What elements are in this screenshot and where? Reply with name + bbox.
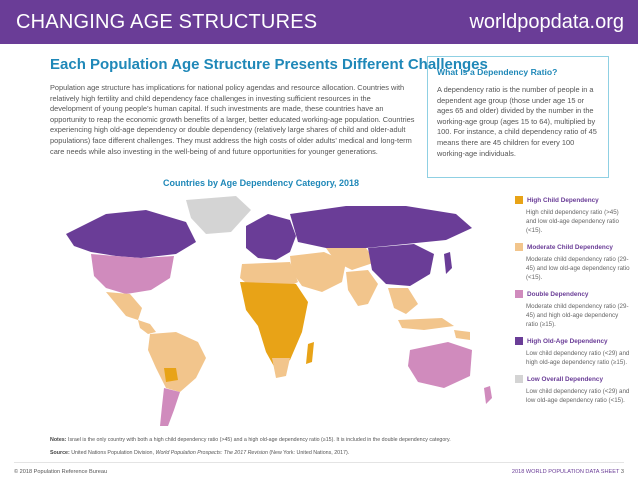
map-title: Countries by Age Dependency Category, 2018 [163,178,360,188]
map-region-new-zealand [484,386,492,404]
intro-paragraph: Population age structure has implications for national policy agendas and resource allocation. Countries with relatively high fertility and child dependency face challenges in investing sufficient resources in the development of young people’s human capital. If such investments are made, these countries have an opportunity to reap the economic growth benefits of a larger, better educated working-age population. Countries experiencing high old-age dependency or double dependency (relatively large shares of child and older-adult populations) face different challenges. They must address the high costs of older adults’ medical and long-term care needs while also investing in the well-being of and future opportunities for younger generations. [50,83,415,156]
legend-label: Low Overall Dependency [527,375,604,383]
swatch-moderate-child [515,243,523,251]
map-region-greenland [186,196,251,234]
map-legend [515,196,630,413]
legend-desc: Low child dependency ratio (<29) and high old-age dependency ratio (≥15). [526,350,630,366]
map-region-indonesia [398,318,454,330]
footer-copyright: © 2018 Population Reference Bureau [14,469,108,475]
map-region-sub-saharan-africa [240,282,308,370]
source-text-post: (New York: United Nations, 2017). [269,450,350,456]
map-region-bolivia [164,368,178,382]
map-region-central-america [138,320,156,334]
dependency-ratio-box [427,56,609,178]
map-region-china [368,244,434,286]
source-text-pre: United Nations Population Division, [71,450,154,456]
legend-desc: Low child dependency ratio (<29) and low old-age dependency ratio (<15). [526,388,630,404]
page-number: 3 [620,469,624,475]
legend-desc: High child dependency ratio (>45) and low old-age dependency ratio (<15). [526,209,619,234]
footer-sheet-title: 2018 WORLD POPULATION DATA SHEET [511,469,620,475]
legend-label: High Child Dependency [527,196,599,204]
map-region-russia [290,206,472,248]
map-region-south-america-south [160,388,180,426]
swatch-old-age [515,337,523,345]
world-map [46,192,510,430]
map-region-south-america-north [148,332,206,392]
map-region-southern-africa [272,358,290,378]
map-region-canada [66,210,196,258]
swatch-low-overall [515,375,523,383]
map-region-papua [454,330,470,340]
legend-desc: Moderate child dependency ratio (29-45) and low old-age dependency ratio (<15). [526,256,630,281]
footer-sheet [512,469,624,475]
map-region-madagascar [306,342,314,364]
legend-label: Double Dependency [527,290,589,298]
legend-double [515,290,630,329]
map-region-europe [246,214,296,260]
swatch-double [515,290,523,298]
map-region-mexico [106,292,142,320]
legend-low-overall [515,375,630,405]
header-banner [0,0,638,44]
source-text-title: World Population Prospects: The 2017 Revision [155,450,268,456]
map-region-japan [444,252,452,274]
notes-text: Israel is the only country with both a high child dependency ratio (>45) and a high old-age dependency ratio (≥15). It is included in the double dependency category. [67,437,451,443]
legend-desc: Moderate child dependency ratio (29-45) and high old-age dependency ratio (≥15). [526,303,629,328]
legend-old-age [515,337,630,367]
page-heading: Each Population Age Structure Presents Different Challenges [50,56,488,73]
notes [50,437,610,443]
section-title: CHANGING AGE STRUCTURES [16,11,318,33]
legend-moderate-child [515,243,630,282]
swatch-high-child [515,196,523,204]
dependency-ratio-title: What Is a Dependency Ratio? [437,67,558,77]
legend-high-child [515,196,630,235]
footer-divider [14,462,624,463]
site-url[interactable]: worldpopdata.org [469,11,624,33]
source [50,450,610,456]
notes-label: Notes: [50,437,67,443]
dependency-ratio-text: A dependency ratio is the number of people in a dependent age group (those under age 15 or ages 65 and older) divided by the number in the working-age group (ages 15 to 64), multiplied by 100. For instance, a child dependency ratio of 45 means there are 45 children for every 100 working-age individuals. [437,85,597,158]
map-region-india [346,270,378,306]
legend-label: Moderate Child Dependency [527,243,613,251]
map-region-australia [408,342,472,388]
source-label: Source: [50,450,70,456]
legend-label: High Old-Age Dependency [527,337,608,345]
map-region-usa [91,254,174,294]
map-region-southeast-asia [388,288,418,314]
